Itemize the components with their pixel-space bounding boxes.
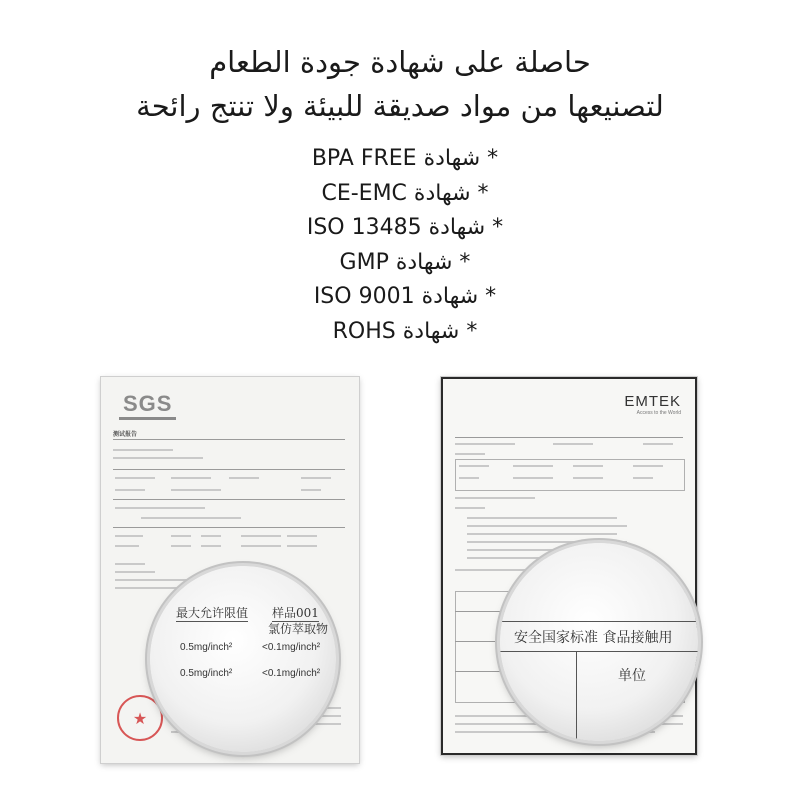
cert-item: * شهادة CE-EMC xyxy=(321,180,489,206)
text-line xyxy=(171,489,221,491)
text-line xyxy=(643,443,673,445)
text-line xyxy=(115,489,145,491)
emtek-logo xyxy=(624,393,681,416)
sgs-logo: SGS xyxy=(119,391,176,420)
mag-table-line xyxy=(576,651,577,741)
text-line xyxy=(115,579,195,581)
mag-table-line xyxy=(500,651,698,652)
text-line xyxy=(513,465,553,467)
text-line xyxy=(171,535,191,537)
red-seal-stamp: ★ xyxy=(117,695,163,741)
magnifier-lens-sgs xyxy=(150,566,336,752)
divider xyxy=(113,527,345,528)
mag-line-1: 安全国家标准 食品接触用 xyxy=(514,630,673,646)
text-line xyxy=(201,545,221,547)
text-line xyxy=(115,507,205,509)
mag-line-2: 单位 xyxy=(618,668,646,684)
divider xyxy=(455,437,683,438)
mag-row1-col2: <0.1mg/inch² xyxy=(262,642,321,653)
text-line xyxy=(115,477,155,479)
headline-line-2: لتصنيعها من مواد صديقة للبيئة ولا تنتج رائحة xyxy=(136,89,664,123)
text-line xyxy=(467,517,617,519)
cert-item: * شهادة GMP xyxy=(339,249,471,275)
text-line xyxy=(553,443,593,445)
text-line xyxy=(301,477,331,479)
mag-table-line xyxy=(500,621,698,622)
cert-item: * شهادة ROHS xyxy=(332,318,478,344)
text-line xyxy=(573,465,603,467)
text-line xyxy=(459,465,489,467)
mag-row2-col1: 0.5mg/inch² xyxy=(180,668,233,679)
headline-line-1: حاصلة على شهادة جودة الطعام xyxy=(209,45,591,79)
text-line xyxy=(633,477,653,479)
cert-item: * شهادة ISO 9001 xyxy=(313,284,497,309)
text-line xyxy=(115,563,145,565)
headline xyxy=(0,40,800,128)
text-line xyxy=(287,545,317,547)
sgs-report-title: 测试报告 xyxy=(113,431,138,438)
text-line xyxy=(171,477,211,479)
text-line xyxy=(467,525,627,527)
text-line xyxy=(115,545,139,547)
divider xyxy=(113,499,345,500)
text-line xyxy=(115,571,155,573)
text-line xyxy=(241,535,281,537)
text-line xyxy=(455,443,515,445)
text-line xyxy=(633,465,663,467)
magnifier-lens-emtek xyxy=(500,543,698,741)
text-line xyxy=(287,535,317,537)
mag-col2-sub: 氯仿萃取物 xyxy=(268,622,329,636)
mag-row2-col2: <0.1mg/inch² xyxy=(262,668,321,679)
text-line xyxy=(455,453,485,455)
mag-col2-header: 样品001 xyxy=(272,606,319,620)
text-line xyxy=(201,535,221,537)
emtek-tagline: Access to the World xyxy=(636,410,681,416)
info-table xyxy=(455,459,685,491)
text-line xyxy=(141,517,241,519)
text-line xyxy=(229,477,259,479)
cert-item: * شهادة ISO 13485 xyxy=(306,215,504,240)
text-line xyxy=(459,477,479,479)
text-line xyxy=(241,545,281,547)
text-line xyxy=(301,489,321,491)
text-line xyxy=(171,545,191,547)
mag-col1-header: 最大允许限值 xyxy=(176,606,249,620)
text-line xyxy=(513,477,553,479)
text-line xyxy=(455,497,535,499)
text-line xyxy=(573,477,603,479)
text-line xyxy=(467,533,617,535)
cert-item: * شهادة BPA FREE xyxy=(311,146,499,171)
divider xyxy=(113,439,345,440)
text-line xyxy=(113,457,203,459)
mag-row1-col1: 0.5mg/inch² xyxy=(180,642,233,653)
certification-list xyxy=(0,142,800,349)
text-line xyxy=(455,507,485,509)
text-line xyxy=(113,449,173,451)
divider xyxy=(113,469,345,470)
emtek-logo-text: EMTEK xyxy=(624,393,681,410)
text-line xyxy=(115,535,143,537)
